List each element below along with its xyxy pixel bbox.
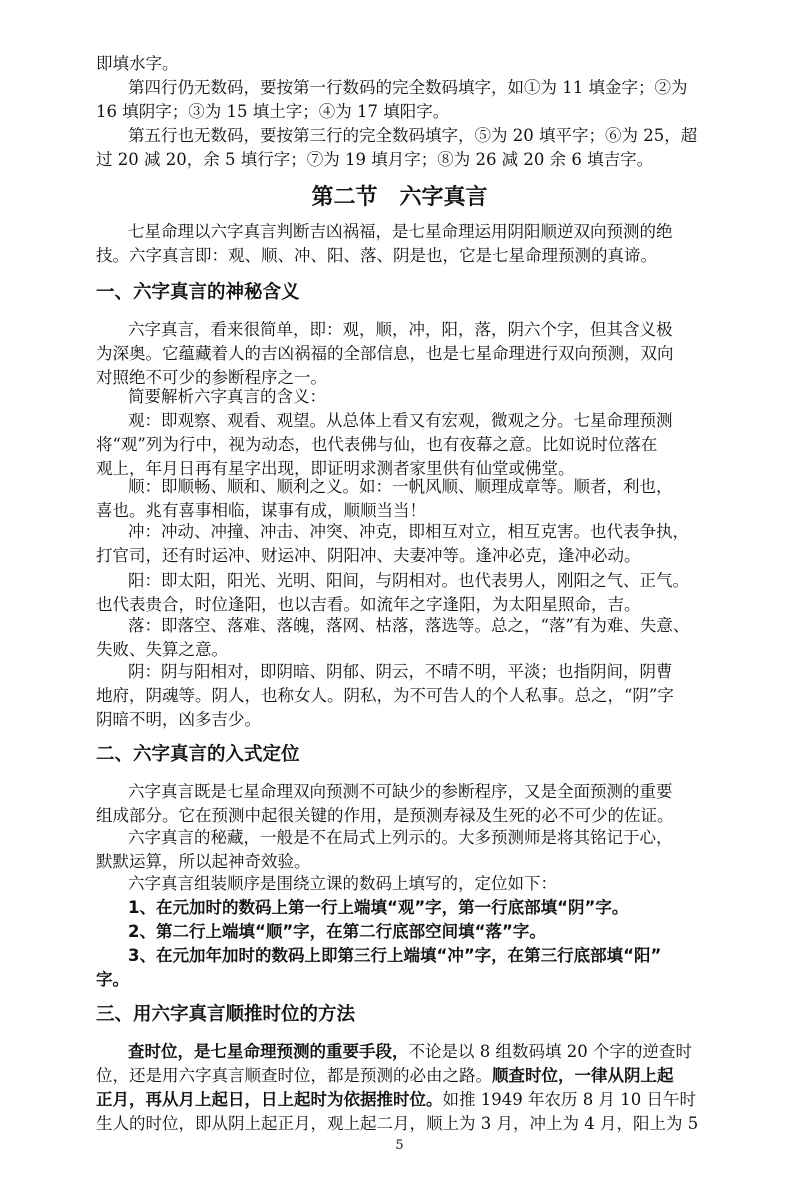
rule-one: 1、在元加时的数码上第一行上端填“观”字，第一行底部填“阴”字。 [128,898,629,917]
page-number: 5 [395,1138,404,1153]
paragraph-row-five: 第五行也无数码，要按第三行的完全数码填字，⑤为 20 填平字；⑥为 25，超 过 20 减 20，余 5 填行字；⑦为 19 填月字；⑧为 26 减 20 余 6 填吉字。 [96,126,698,169]
heading-meaning: 一、六字真言的神秘含义 [96,282,300,303]
section-intro: 七星命理以六字真言判断吉凶祸福，是七星命理运用阴阳顺逆双向预测的绝 技。六字真言即：观、顺、冲、阳、落、阴是也，它是七星命理预测的真谛。 [96,222,673,265]
paragraph-row-four: 第四行仍无数码，要按第一行数码的完全数码填字，如①为 11 填金字；②为 16 填阴字；③为 15 填土字；④为 17 填阳字。 [96,78,688,121]
paragraph-chong: 冲：冲动、冲撞、冲击、冲突、冲克，即相互对立，相互克害。也代表争执， 打官司，还有时运冲、财运冲、阴阳冲、夫妻冲等。逢冲必克，逢冲必动。 [96,522,689,565]
paragraph-guan: 观：即观察、观看、观望。从总体上看又有宏观，微观之分。七星命理预测 将“观”列为行中，视为动态，也代表佛与仙，也有夜幕之意。比如说时位落在 观上，年月日再有星字出现，即证明求测者家里供有仙堂或佛堂。 [96,411,673,478]
paragraph-shun: 顺：即顺畅、顺和、顺利之义。如：一帆风顺、顺理成章等。顺者，利也， 喜也。兆有喜事相临，谋事有成，顺顺当当！ [96,477,673,520]
rule-two: 2、第二行上端填“顺”字，在第二行底部空间填“落”字。 [128,922,546,941]
section-title: 第二节 六字真言 [311,185,488,210]
rule-three: 3、在元加年加时的数码上即第三行上端填“冲”字，在第三行底部填“阳” 字。 [96,946,662,989]
paragraph-yang: 阳：即太阳，阳光、光明、阳间，与阴相对。也代表男人，刚阳之气、正气。 也代表贵合，时位逢阳，也以吉看。如流年之字逢阳，为太阳星照命，吉。 [96,571,689,614]
paragraph-yin: 阴：阴与阳相对，即阴暗、阴郁、阴云，不晴不明，平淡；也指阴间，阴曹 地府，阴魂等。阴人，也称女人。阴私，为不可告人的个人私事。总之，“阴”字 阴暗不明，凶多吉少。 [96,662,674,729]
heading-position: 二、六字真言的入式定位 [96,744,300,765]
paragraph-position-intro: 六字真言既是七星命理双向预测不可缺少的参断程序，又是全面预测的重要 组成部分。它在预测中起很关键的作用，是预测寿禄及生死的必不可少的佐证。 [96,782,674,825]
paragraph-brief: 简要解析六字真言的含义： [128,387,326,406]
paragraph-secret: 六字真言的秘藏，一般是不在局式上列示的。大多预测师是将其铭记于心， 默默运算，所以起神奇效验。 [96,828,673,871]
paragraph-method: 查时位，是七星命理预测的重要手段，不论是以 8 组数码填 20 个字的逆查时 位，还是用六字真言顺查时位，都是预测的必由之路。顺查时位，一律从阴上起 正月，再从月上起日，日上起时为依据推时位。如推 1949 年农历 8 月 10 日午时 生人的时位，即从阴上起正月，观上起二月，顺上为 3 月，冲上为 4 月，阳上为 5 [96,1042,699,1133]
paragraph-meaning-intro: 六字真言，看来很简单，即：观，顺，冲，阳，落，阴六个字，但其含义极 为深奥。它蕴藏着人的吉凶祸福的全部信息，也是七星命理进行双向预测，双向 对照绝不可少的参断程序之一。 [96,320,674,387]
paragraph-order: 六字真言组装顺序是围绕立课的数码上填写的，定位如下： [128,874,557,893]
heading-method: 三、用六字真言顺推时位的方法 [96,1004,356,1025]
paragraph-continuation: 即填水字。 [96,54,179,73]
paragraph-luo: 落：即落空、落难、落魄，落网、枯落，落选等。总之，“落”有为难、失意、 失败、失算之意。 [96,616,690,659]
